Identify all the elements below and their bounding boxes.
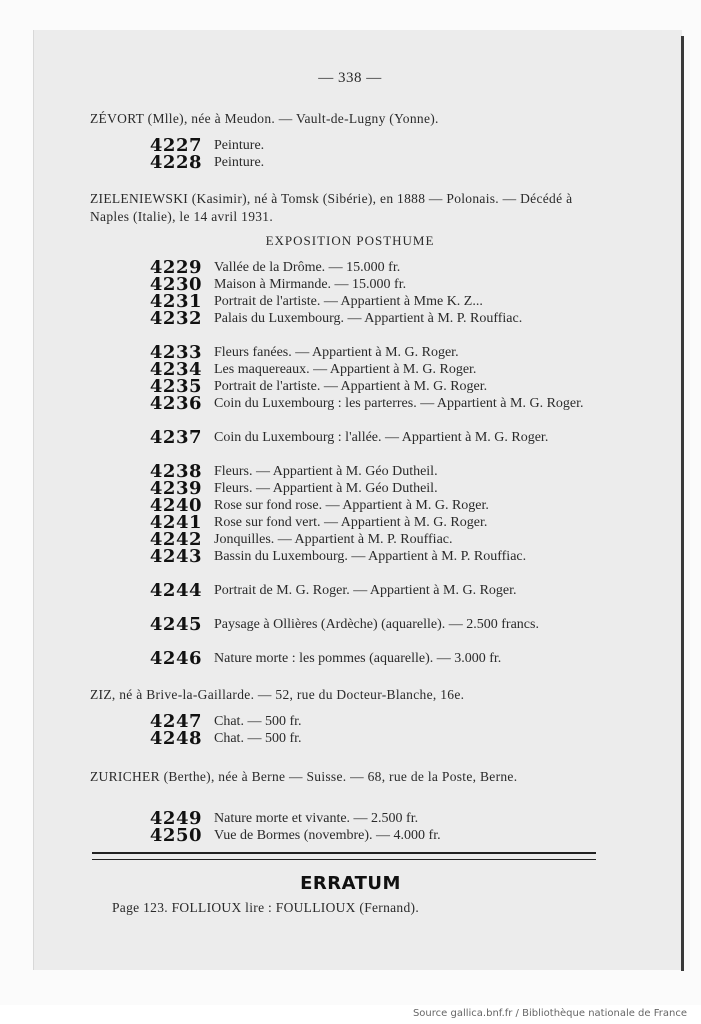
entry-number: 4242 [149, 529, 202, 550]
erratum-text: Page 123. FOLLIOUX lire : FOULLIOUX (Fernand). [112, 900, 419, 915]
entry-number: 4250 [149, 825, 202, 846]
entry-text: Nature morte : les pommes (aquarelle). — 3.000 fr. [214, 651, 502, 666]
page-number: — 338 — [318, 70, 382, 86]
entry-text: Coin du Luxembourg : l'allée. — Appartient à M. G. Roger. [214, 430, 549, 445]
entry-text: Palais du Luxembourg. — Appartient à M. P. Rouffiac. [214, 311, 523, 326]
entry-text: Rose sur fond vert. — Appartient à M. G. Roger. [214, 515, 488, 530]
entry-number: 4236 [149, 393, 202, 414]
erratum-title: ERRATUM [300, 873, 401, 894]
entry-number: 4233 [149, 342, 202, 363]
artist-header-ziz: ZIZ, né à Brive-la-Gaillarde. — 52, rue du Docteur-Blanche, 16e. [90, 687, 465, 702]
entry-number: 4244 [149, 580, 202, 601]
entry-number: 4234 [149, 359, 202, 380]
entry-number: 4231 [149, 291, 202, 312]
entry-text: Paysage à Ollières (Ardèche) (aquarelle). — 2.500 francs. [214, 617, 539, 632]
entry-number: 4229 [149, 257, 202, 278]
entry-text: Peinture. [214, 155, 265, 170]
source-credit: Source gallica.bnf.fr / Bibliothèque nationale de France [412, 1008, 687, 1019]
section-divider [92, 852, 596, 860]
artist-header-zieleniewski: ZIELENIEWSKI (Kasimir), né à Tomsk (Sibérie), en 1888 — Polonais. — Décédé à Naples (Italie), le 14 avril 1931. [90, 191, 573, 224]
entry-text: Fleurs fanées. — Appartient à M. G. Roger. [214, 345, 459, 360]
artist-header-zuricher: ZURICHER (Berthe), née à Berne — Suisse. — 68, rue de la Poste, Berne. [90, 769, 518, 784]
entry-number: 4245 [149, 614, 202, 635]
entry-text: Nature morte et vivante. — 2.500 fr. [214, 811, 419, 826]
entry-text: Vallée de la Drôme. — 15.000 fr. [214, 260, 401, 275]
entry-text: Rose sur fond rose. — Appartient à M. G. Roger. [214, 498, 489, 513]
entry-text: Chat. — 500 fr. [214, 731, 302, 746]
entry-text: Vue de Bormes (novembre). — 4.000 fr. [214, 828, 441, 843]
entry-number: 4239 [149, 478, 202, 499]
entry-number: 4246 [149, 648, 202, 669]
entry-text: Fleurs. — Appartient à M. Géo Dutheil. [214, 481, 438, 496]
entry-text: Bassin du Luxembourg. — Appartient à M. P. Rouffiac. [214, 549, 527, 564]
entry-number: 4237 [149, 427, 202, 448]
entry-number: 4238 [149, 461, 202, 482]
entry-number: 4235 [149, 376, 202, 397]
entry-text: Maison à Mirmande. — 15.000 fr. [214, 277, 407, 292]
entry-text: Portrait de M. G. Roger. — Appartient à M. G. Roger. [214, 583, 517, 598]
entry-text: Portrait de l'artiste. — Appartient à M. G. Roger. [214, 379, 488, 394]
page-edge-shadow [681, 36, 684, 971]
artist-header-zevort: ZÉVORT (Mlle), née à Meudon. — Vault-de-Lugny (Yonne). [90, 111, 439, 126]
entry-number: 4228 [149, 152, 202, 173]
entry-text: Les maquereaux. — Appartient à M. G. Roger. [214, 362, 477, 377]
entry-text: Jonquilles. — Appartient à M. P. Rouffiac. [214, 532, 453, 547]
entry-number: 4227 [149, 135, 202, 156]
entry-number: 4232 [149, 308, 202, 329]
section-title: EXPOSITION POSTHUME [265, 233, 435, 248]
entry-number: 4248 [149, 728, 202, 749]
entry-text: Coin du Luxembourg : les parterres. — Appartient à M. G. Roger. [214, 396, 584, 411]
entry-text: Chat. — 500 fr. [214, 714, 302, 729]
entry-number: 4249 [149, 808, 202, 829]
entry-number: 4247 [149, 711, 202, 732]
entry-number: 4240 [149, 495, 202, 516]
entry-text: Fleurs. — Appartient à M. Géo Dutheil. [214, 464, 438, 479]
entry-text: Portrait de l'artiste. — Appartient à Mme K. Z... [214, 294, 483, 309]
entry-number: 4241 [149, 512, 202, 533]
entry-number: 4243 [149, 546, 202, 567]
entry-number: 4230 [149, 274, 202, 295]
entry-text: Peinture. [214, 138, 265, 153]
